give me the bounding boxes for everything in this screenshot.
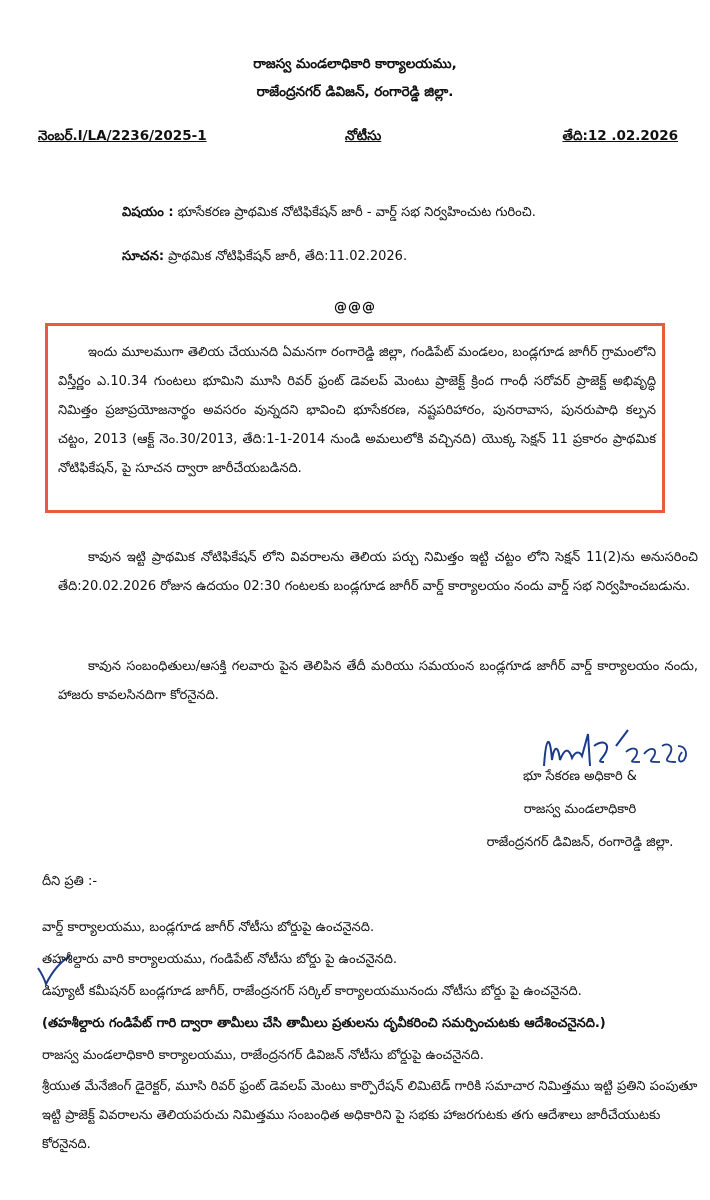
copy-item-deputy-commissioner: డిప్యూటీ కమీషనర్ బండ్లగూడ జాగీర్, రాజేంద్రనగర్ సర్కిల్ కార్యాలయమునందు నోటీసు బోర్డు పై ఉంచనైనది. bbox=[42, 984, 582, 999]
paragraph-preliminary-notification bbox=[58, 338, 656, 483]
reference-line bbox=[122, 249, 407, 267]
subject-label: విషయం : bbox=[122, 205, 174, 220]
notice-date: తేది:12 .02.2026 bbox=[562, 128, 678, 144]
reference-number: నెంబర్.I/LA/2236/2025-1 bbox=[38, 128, 207, 144]
copy-item-service-instruction: (తహశీల్దారు గండిపేట్ గారి ద్వారా తామీలు చేసి తామీలు ప్రతులను దృవీకరించి సమర్పించుటకు ఆదేశించనైనది.) bbox=[42, 1016, 606, 1031]
subject-text: భూసేకరణ ప్రాథమిక నోటిఫికేషన్ జారీ - వార్డ్ సభ నిర్వహించుట గురించి. bbox=[177, 205, 536, 220]
signatory-office: రాజేంద్రనగర్ డివిజన్, రంగారెడ్డి జిల్లా. bbox=[486, 835, 674, 850]
copy-item-managing-director: శ్రీయుత మేనేజింగ్ డైరెక్టర్, మూసి రివర్ ఫ్రంట్ డెవలప్ మెంటు కార్పొరేషన్ లిమిటెడ్ గారికి సమాచార నిమిత్తము ఇట్టి ప్రతిని పంపుతూ ఇట్టి ప్రాజెక్ట్ వివరాలను తెలియపరుచు నిమిత్తము సంబంధిత అధికారిని పై సభకు హాజరగుటకు తగు ఆదేశాలు జారీచేయుటకు కోరనైనది. bbox=[42, 1079, 698, 1152]
office-name: రాజస్వ మండలాధికారి కార్యాలయము, bbox=[253, 56, 457, 72]
paragraph-2-text: కావున ఇట్టి ప్రాథమిక నోటిఫికేషన్ లోని వివరాలను తెలియ పర్చు నిమిత్తం ఇట్టి చట్టం లోని సెక్షన్ 11(2)ను అనుసరించి తేది:20.02.2026 రోజున ఉదయం 02:30 గంటలకు బండ్లగూడ జాగీర్ వార్డ్ కార్యాలయం నందు వార్డ్ సభ నిర్వహించబడును. bbox=[58, 550, 698, 594]
paragraph-attendance-request bbox=[58, 652, 698, 710]
reference-text: ప్రాథమిక నోటిఫికేషన్ జారీ, తేది:11.02.2026. bbox=[168, 249, 408, 264]
signature-block bbox=[460, 760, 700, 859]
copy-item-rdo-office: రాజస్వ మండలాధికారి కార్యాలయము, రాజేంద్రనగర్ డివిజన్ నోటీసు బోర్డుపై ఉంచనైనది. bbox=[42, 1048, 484, 1063]
copy-to-list bbox=[42, 912, 702, 1159]
reference-row bbox=[38, 128, 678, 152]
paragraph-3-text: కావున సంబంధితులు/ఆసక్తి గలవారు పైన తెలిపిన తేదీ మరియు సమయంన బండ్లగూడ జాగీర్ వార్డ్ కార్యాలయం నందు, హాజరు కావలసినదిగా కోరనైనది. bbox=[58, 659, 698, 703]
signatory-title-2: రాజస్వ మండలాధికారి bbox=[523, 802, 637, 817]
subject-line bbox=[122, 205, 536, 223]
paragraph-ward-meeting bbox=[58, 543, 698, 601]
copy-to-label: దీని ప్రతి :- bbox=[42, 874, 98, 889]
copy-item-ward-office: వార్డ్ కార్యాలయము, బండ్లగూడ జాగీర్ నోటీసు బోర్డుపై ఉంచనైనది. bbox=[42, 920, 375, 935]
reference-label: సూచన: bbox=[122, 249, 165, 264]
paragraph-1-text: ఇందు మూలముగా తెలియ చేయునది ఏమనగా రంగారెడ్డి జిల్లా, గండిపేట్ మండలం, బండ్లగూడ జాగీర్ గ్రామంలోని విస్తీర్ణం ఎ.10.34 గుంటలు భూమిని మూసి రివర్ ఫ్రంట్ డెవలప్ మెంటు ప్రాజెక్ట్ క్రింద గాంధీ సరోవర్ ప్రాజెక్ట్ అభివృద్ధి నిమిత్తం ప్రజాప్రయోజనార్థం అవసరం వున్నదని భావించి భూసేకరణ, నష్టపరిహారం, పునరావాస, పునరుపాధి కల్పన చట్టం, 2013 (ఆక్ట్ నెం.30/2013, తేది:1-1-2014 నుండి అమలులోకి వచ్చినది) యొక్క సెక్షన్ 11 ప్రకారం ప్రాథమిక నోటిఫికేషన్, పై సూచన ద్వారా జారీచేయబడినది. bbox=[58, 345, 656, 476]
copy-item-tahsildar-office: తహశీల్దారు వారి కార్యాలయము, గండిపేట్ నోటీసు బోర్డు పై ఉంచనైనది. bbox=[42, 952, 398, 967]
office-division: రాజేంద్రనగర్ డివిజన్, రంగారెడ్డి జిల్లా. bbox=[256, 84, 454, 100]
notice-title: నోటీసు bbox=[345, 128, 382, 144]
separator-marks: @@@ bbox=[334, 300, 376, 315]
office-header bbox=[0, 50, 710, 106]
signatory-title-1: భూ సేకరణ అధికారి & bbox=[523, 769, 637, 784]
